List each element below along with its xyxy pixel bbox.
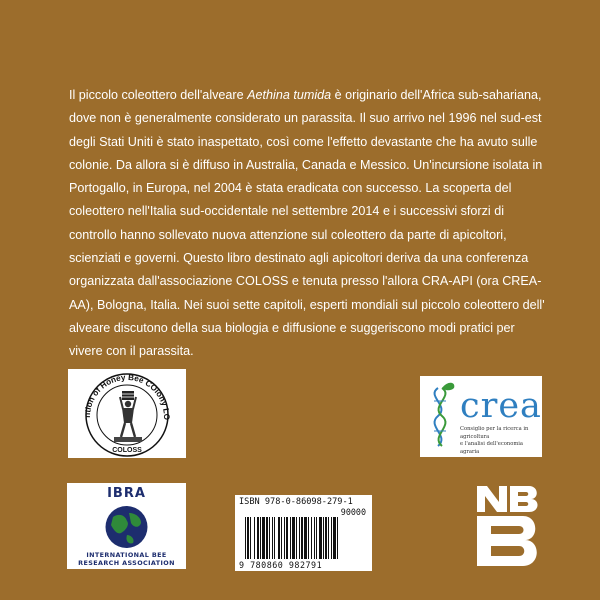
- barcode-bar: [257, 517, 259, 559]
- barcode-bar: [286, 517, 288, 559]
- barcode-bar: [266, 517, 268, 559]
- barcode-bar: [314, 517, 315, 559]
- crea-subtitle: [460, 426, 542, 456]
- barcode-bar: [328, 517, 329, 559]
- barcode-bar: [260, 517, 261, 559]
- barcode-bar: [323, 517, 324, 559]
- coloss-emblem: [68, 369, 186, 458]
- barcode-digits: 9 780860 982791: [239, 560, 323, 570]
- barcode-bar: [337, 517, 338, 559]
- blurb-body: è originario dell'Africa sub-sahariana, dove non è generalmente considerato un parassita. Il suo arrivo nel 1996 nel sud-est degli Stati Uniti è stato inaspettato, così come l'effetto devastante che ha avuto sulle colonie. Da allora si è diffuso in Australia, Canada e Messico. Un'incursione isolata in Portogallo, in Europa, nel 2004 è stata eradicata con successo. La scoperta del coleottero nell'Italia sud-occidentale nel settembre 2014 e i successivi sforzi di controllo hanno sollevato nuova attenzione sul coleottero da parte di apicoltori, scienziati e governi. Questo libro destinato agli apicoltori deriva da una conferenza organizzata dall'associazione COLOSS e tenuta presso l'allora CRA-API (ora CREA-AA), Bologna, Italia. Nei suoi sette capitoli, esperti mondiali sul piccolo coleottero dell' alveare discutono della sua biologia e diffusione e suggeriscono modi pratici per vivere con il parassita.: [69, 88, 545, 359]
- back-cover-description: [69, 84, 549, 364]
- dna-leaf-icon: [420, 376, 460, 457]
- barcode-bar: [311, 517, 312, 559]
- barcode-bar: [247, 517, 249, 559]
- barcode-bar: [274, 517, 275, 559]
- barcode-bar: [304, 517, 307, 559]
- barcode-bar: [245, 517, 246, 559]
- isbn-barcode: [235, 495, 372, 571]
- blurb-intro: Il piccolo coleottero dell'alveare: [69, 88, 248, 102]
- barcode-bar: [331, 517, 332, 559]
- svg-text:Prevention of Honey Bee COlony: [68, 369, 171, 421]
- barcode-bar: [301, 517, 303, 559]
- barcode-bar: [319, 517, 322, 559]
- price-code: 90000: [340, 507, 366, 517]
- barcode-bar: [278, 517, 280, 559]
- coloss-ring-text: ntion of Honey Bee COlony LO: [82, 372, 172, 421]
- nbb-monogram-icon: [473, 482, 543, 570]
- ibra-line2: RESEARCH ASSOCIATION: [78, 559, 175, 567]
- barcode-bar: [272, 517, 273, 559]
- barcode-bar: [254, 517, 255, 559]
- coloss-name: COLOSS: [112, 447, 142, 454]
- ibra-acronym: IBRA: [107, 486, 146, 501]
- coloss-logo: [68, 369, 186, 458]
- barcode-bar: [269, 517, 270, 559]
- species-name: Aethina tumida: [247, 88, 332, 102]
- crea-subtitle-line2: e l'analisi dell'economia agraria: [460, 441, 523, 455]
- barcode-bar: [292, 517, 295, 559]
- crea-wordmark: crea: [460, 386, 542, 426]
- crea-logo: [420, 376, 542, 457]
- isbn-number: ISBN 978-0-86098-279-1: [239, 497, 353, 507]
- crea-subtitle-line1: Consiglio per la ricerca in agricoltura: [460, 426, 529, 440]
- barcode-bar: [290, 517, 291, 559]
- barcode-bar: [262, 517, 265, 559]
- barcode-bar: [325, 517, 327, 559]
- barcode-bar: [284, 517, 285, 559]
- barcode-bar: [281, 517, 282, 559]
- ibra-line1: INTERNATIONAL BEE: [86, 551, 167, 559]
- barcode-bar: [333, 517, 336, 559]
- barcode-bar: [316, 517, 317, 559]
- publisher-logo: [473, 482, 543, 570]
- barcode-bar: [308, 517, 309, 559]
- ibra-logo: [67, 483, 186, 569]
- barcode-bar: [296, 517, 297, 559]
- barcode-bar: [299, 517, 300, 559]
- barcode-bar: [250, 517, 251, 559]
